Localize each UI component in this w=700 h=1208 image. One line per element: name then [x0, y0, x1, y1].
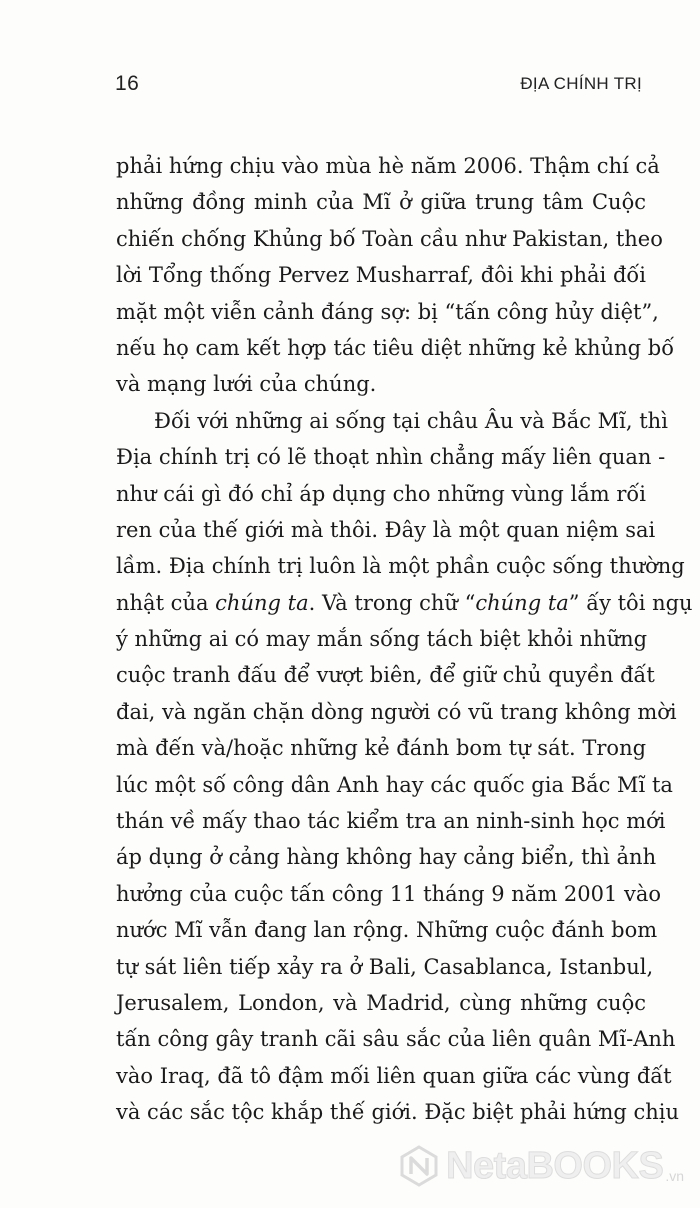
text-line: như cái gì đó chỉ áp dụng cho những vùng lắm rối — [116, 481, 646, 506]
text-line: nước Mĩ vẫn đang lan rộng. Những cuộc đánh bom — [116, 918, 658, 943]
text-line: cuộc tranh đấu để vượt biên, để giữ chủ quyền đất — [116, 663, 655, 688]
text-line: chiến chống Khủng bố Toàn cầu như Pakistan, theo — [116, 226, 663, 251]
text-line: áp dụng ở cảng hàng không hay cảng biển, thì ảnh — [116, 845, 657, 870]
italic-run: chúng ta — [215, 590, 309, 615]
watermark-brand: NetaBOOKS — [446, 1144, 664, 1187]
text-line: Đối với những ai sống tại châu Âu và Bắc Mĩ, thì — [154, 408, 668, 433]
running-title: ĐỊA CHÍNH TRỊ — [520, 74, 642, 93]
page-number: 16 — [115, 72, 140, 95]
text-line: thán về mấy thao tác kiểm tra an ninh-sinh học mới — [116, 809, 666, 834]
netabooks-logo-icon — [398, 1145, 440, 1187]
text-line: mặt một viễn cảnh đáng sợ: bị “tấn công hủy diệt”, — [116, 299, 659, 324]
text-line: vào Iraq, đã tô đậm mối liên quan giữa các vùng đất — [116, 1063, 672, 1088]
text-run: ” ấy tôi ngụ — [568, 590, 693, 615]
text-line: phải hứng chịu vào mùa hè năm 2006. Thậm chí cả — [116, 154, 660, 178]
text-line: Địa chính trị có lẽ thoạt nhìn chẳng mấy liên quan - — [116, 445, 666, 470]
text-line: Jerusalem, London, và Madrid, cùng những cuộc — [116, 990, 646, 1015]
text-line: tự sát liên tiếp xảy ra ở Bali, Casablanca, Istanbul, — [116, 954, 654, 979]
text-line: lời Tổng thống Pervez Musharraf, đôi khi phải đối — [116, 263, 646, 288]
text-line: nếu họ cam kết hợp tác tiêu diệt những kẻ khủng bố — [116, 335, 675, 360]
watermark-logo — [398, 1140, 684, 1192]
body-text — [116, 148, 693, 1131]
text-line: những đồng minh của Mĩ ở giữa trung tâm Cuộc — [116, 190, 646, 215]
text-line: hưởng của cuộc tấn công 11 tháng 9 năm 2001 vào — [116, 881, 662, 906]
text-line: và mạng lưới của chúng. — [116, 372, 377, 397]
italic-run: chúng ta — [475, 590, 569, 615]
text-line: ren của thế giới mà thôi. Đây là một quan niệm sai — [116, 517, 656, 542]
text-line-mixed — [116, 585, 693, 621]
text-run: . Và trong chữ “ — [308, 590, 476, 615]
text-line: mà đến và/hoặc những kẻ đánh bom tự sát. Trong — [116, 736, 647, 761]
text-run: nhật của — [116, 590, 216, 615]
text-line: ý những ai có may mắn sống tách biệt khỏi những — [116, 627, 648, 652]
text-line: lúc một số công dân Anh hay các quốc gia Bắc Mĩ ta — [116, 772, 673, 797]
page-header — [115, 72, 642, 102]
text-line: và các sắc tộc khắp thế giới. Đặc biệt phải hứng chịu — [116, 1100, 680, 1125]
watermark-suffix: .vn — [665, 1168, 684, 1184]
text-line: đai, và ngăn chặn dòng người có vũ trang không mời — [116, 699, 677, 724]
text-line: lầm. Địa chính trị luôn là một phần cuộc sống thường — [116, 554, 685, 579]
text-line: tấn công gây tranh cãi sâu sắc của liên quân Mĩ-Anh — [116, 1027, 676, 1052]
